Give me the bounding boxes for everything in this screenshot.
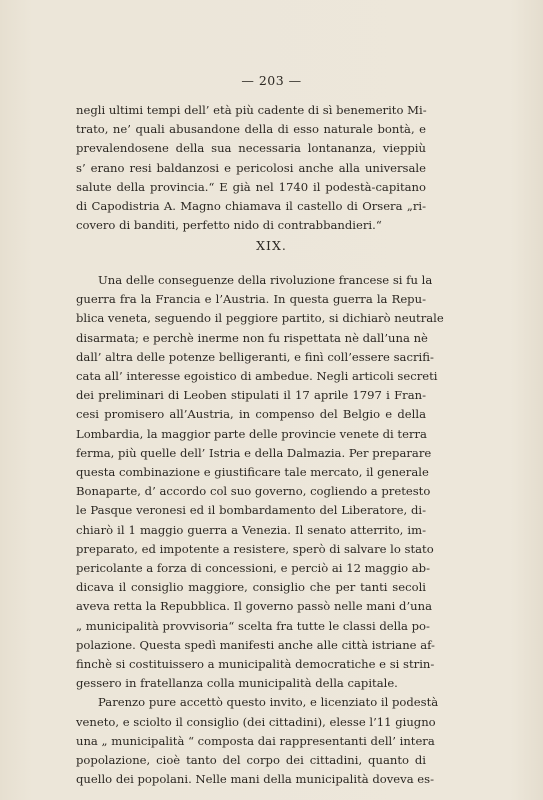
section-heading: XIX. bbox=[256, 238, 287, 253]
paragraph-2 bbox=[76, 693, 439, 789]
text-line: di Capodistria A. Magno chiamava il castello di Orsera „ri- bbox=[76, 199, 426, 214]
text-line: blica veneta, seguendo il peggiore partito, si dichiarò neutrale bbox=[76, 311, 444, 326]
text-line: Lombardia, la maggior parte delle provincie venete di terra bbox=[76, 426, 427, 441]
text-line: Bonaparte, d’ accordo col suo governo, cogliendo a pretesto bbox=[76, 484, 431, 499]
text-line: cata all’ interesse egoistico di ambedue. Negli articoli secreti bbox=[76, 369, 438, 384]
text-line: veneto, e sciolto il consiglio (dei cittadini), elesse l’11 giugno bbox=[76, 714, 436, 729]
text-line: trato, ne’ quali abusandone della di esso naturale bontà, e bbox=[76, 122, 426, 137]
text-line: preparato, ed impotente a resistere, sperò di salvare lo stato bbox=[76, 541, 434, 556]
text-line: salute della provincia.“ E già nel 1740 il podestà-capitano bbox=[76, 179, 426, 194]
text-line: Una delle conseguenze della rivoluzione francese si fu la bbox=[98, 273, 433, 287]
text-line: gessero in fratellanza colla municipalità della capitale. bbox=[76, 676, 398, 691]
text-line: le Pasque veronesi ed il bombardamento del Liberatore, di- bbox=[76, 503, 426, 518]
text-line: covero di banditi, perfetto nido di contrabbandieri.“ bbox=[76, 218, 382, 233]
text-line: popolazione, cioè tanto del corpo dei cittadini, quanto di bbox=[76, 753, 426, 768]
text-line: guerra fra la Francia e l’Austria. In questa guerra la Repu- bbox=[76, 292, 426, 307]
top-paragraph bbox=[76, 101, 426, 235]
text-line: dei preliminari di Leoben stipulati il 17 aprile 1797 i Fran- bbox=[76, 388, 426, 403]
text-line: disarmata; e perchè inerme non fu rispettata nè dall’una nè bbox=[76, 330, 428, 345]
paragraph-1 bbox=[76, 271, 444, 693]
text-line: prevalendosene della sua necessaria lontananza, vieppiù bbox=[76, 141, 426, 156]
text-line: una „ municipalità “ composta dai rappresentanti dell’ intera bbox=[76, 733, 435, 748]
text-line: chiarò il 1 maggio guerra a Venezia. Il senato atterrito, im- bbox=[76, 522, 426, 537]
text-line: s’ erano resi baldanzosi e pericolosi anche alla universale bbox=[76, 160, 426, 175]
text-line: dicava il consiglio maggiore, consiglio che per tanti secoli bbox=[76, 580, 426, 595]
text-line: negli ultimi tempi dell’ età più cadente di sì benemerito Mi- bbox=[76, 103, 427, 117]
text-line: Parenzo pure accettò questo invito, e licenziato il podestà bbox=[98, 695, 439, 710]
text-line: pericolante a forza di concessioni, e perciò ai 12 maggio ab- bbox=[76, 561, 431, 576]
text-line: dall’ altra delle potenze belligeranti, e finì coll’essere sacrifi- bbox=[76, 349, 434, 364]
text-line: questa combinazione e giustificare tale mercato, il generale bbox=[76, 465, 429, 480]
text-line: polazione. Questa spedì manifesti anche alle città istriane af- bbox=[76, 637, 435, 652]
text-line: ferma, più quelle dell’ Istria e della Dalmazia. Per preparare bbox=[76, 445, 432, 460]
main-text bbox=[76, 271, 444, 789]
text-line: finchè si costituissero a municipalità democratiche e si strin- bbox=[76, 657, 435, 672]
text-line: aveva retta la Repubblica. Il governo passò nelle mani d’una bbox=[76, 599, 432, 614]
text-line: quello dei popolani. Nelle mani della municipalità doveva es- bbox=[76, 772, 435, 787]
text-line: „ municipalità provvisoria“ scelta fra tutte le classi della po- bbox=[76, 618, 430, 633]
page-number: — 203 — bbox=[241, 73, 302, 88]
text-line: cesi promisero all’Austria, in compenso del Belgio e della bbox=[76, 407, 426, 422]
